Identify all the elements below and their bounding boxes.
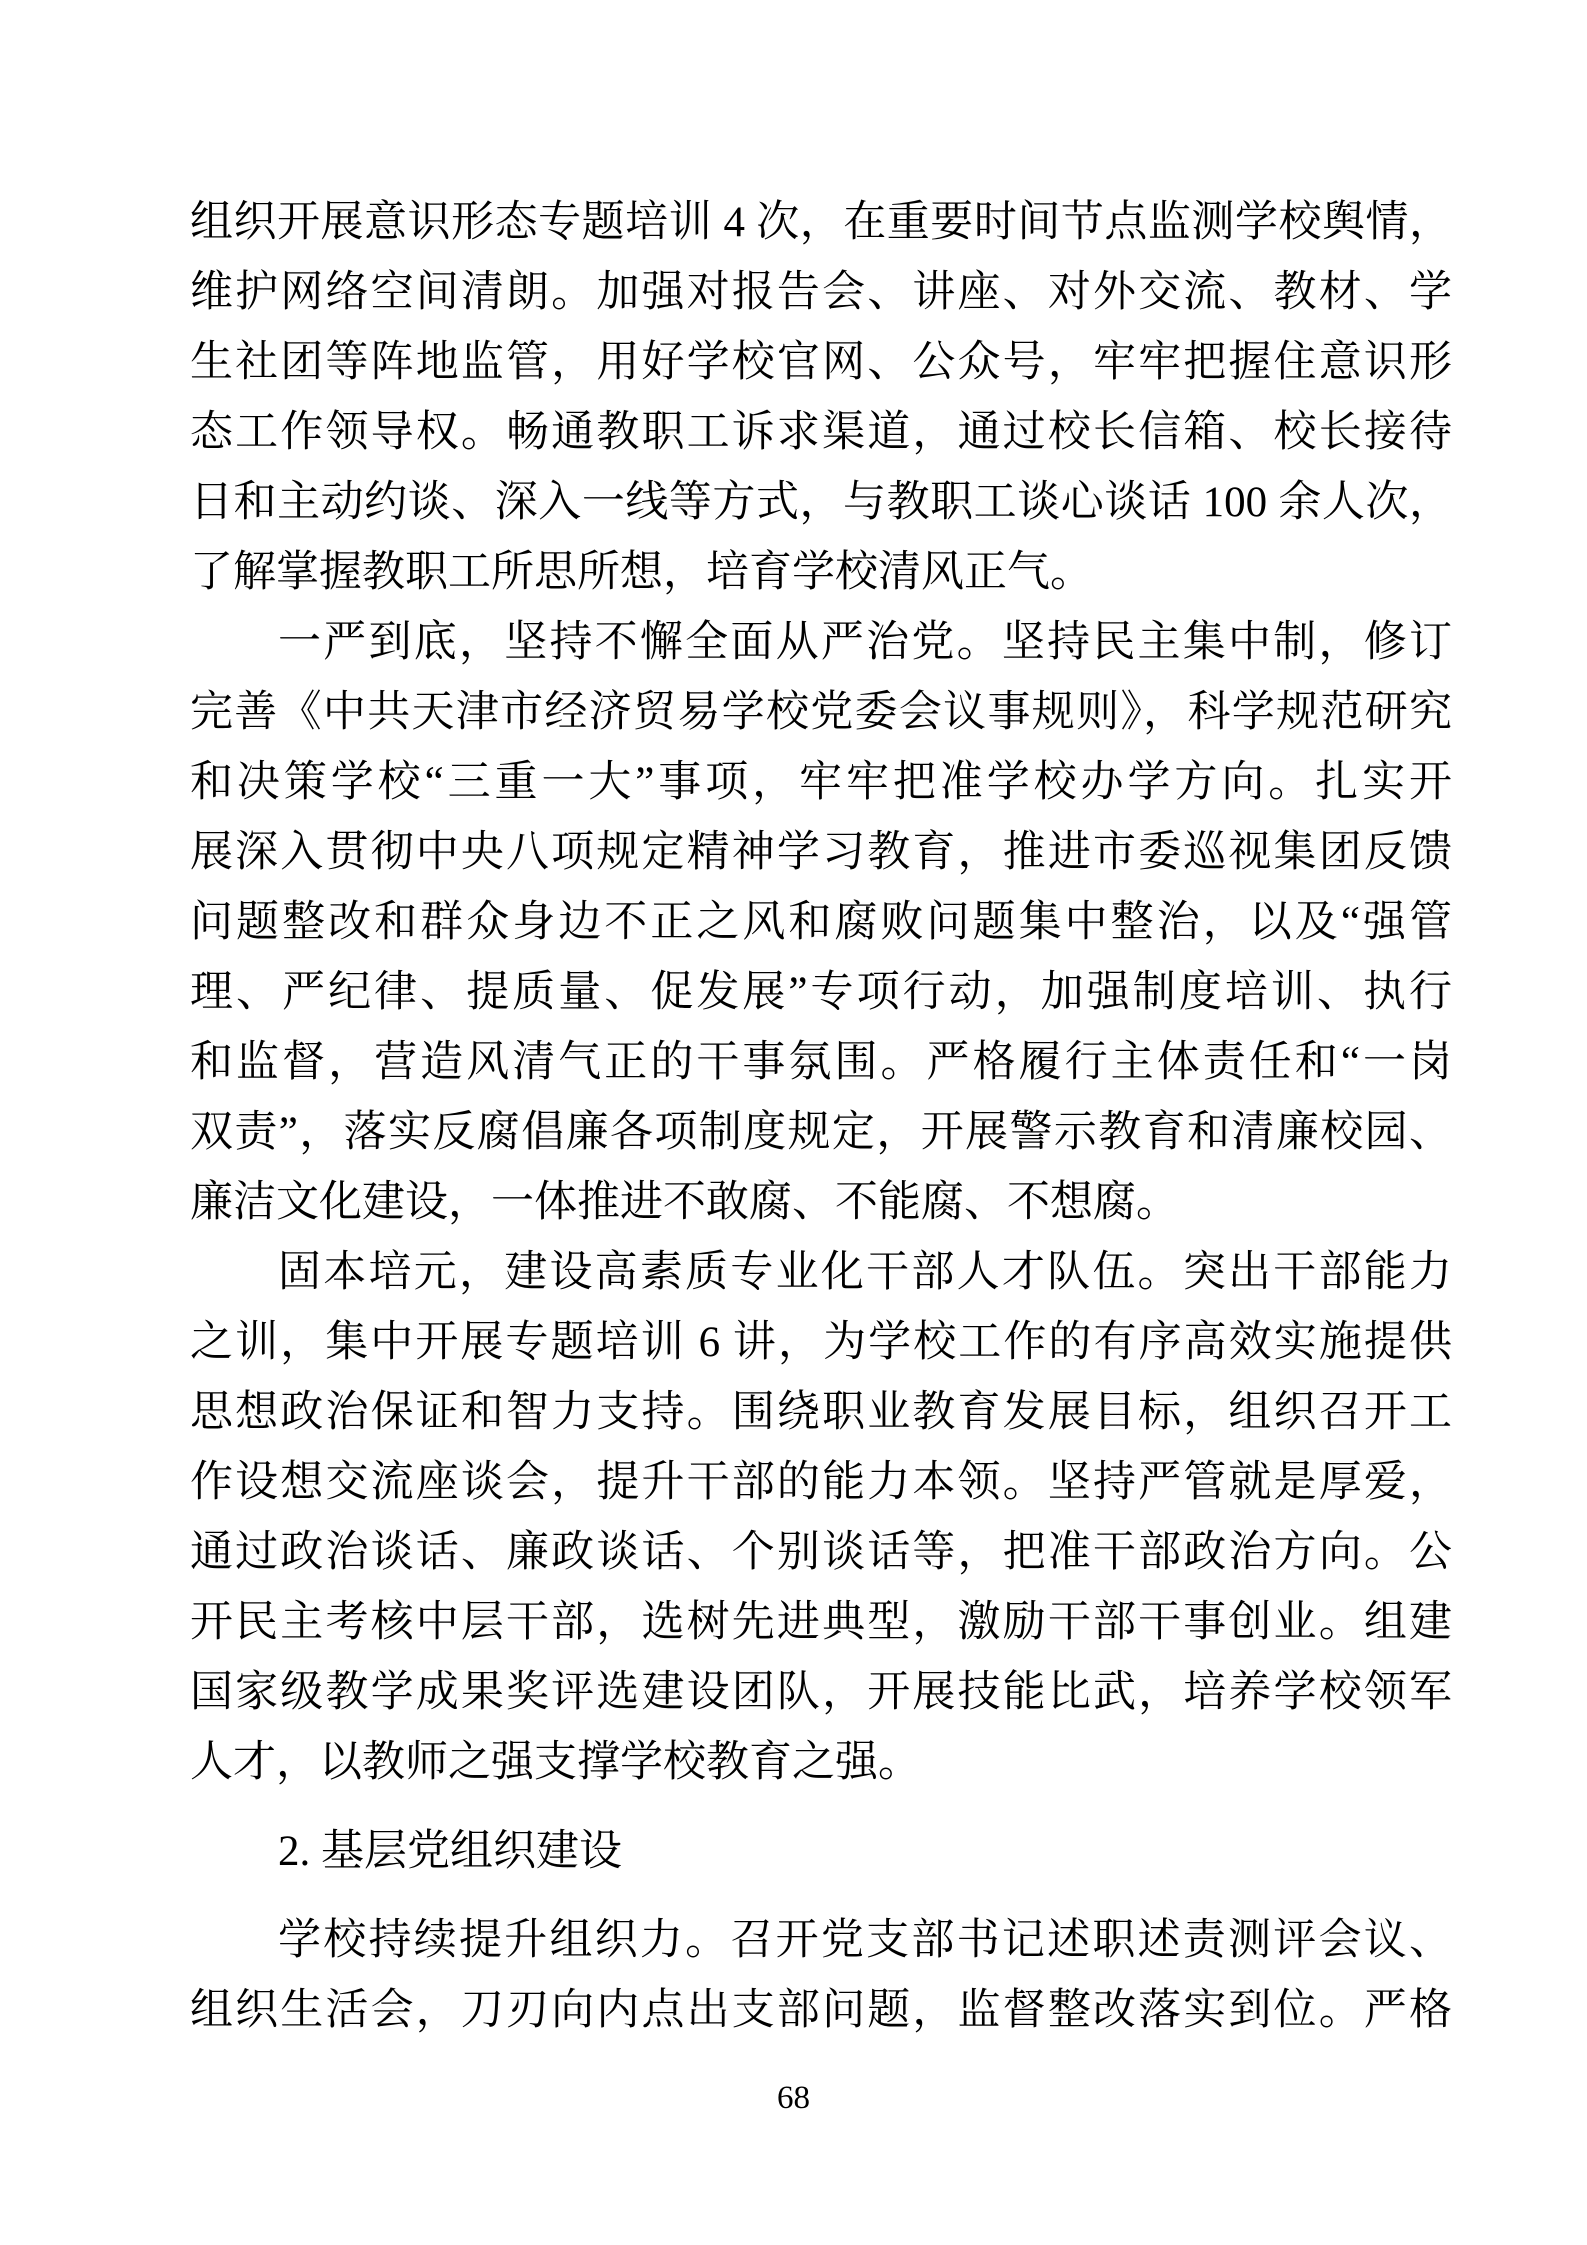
text-line: 廉洁文化建设，一体推进不敢腐、不能腐、不想腐。 bbox=[190, 1179, 1179, 1226]
text-line: 组织生活会，刀刃向内点出支部问题，监督整改落实到位。严格 bbox=[190, 1987, 1452, 2034]
text-line: 人才，以教师之强支撑学校教育之强。 bbox=[190, 1739, 921, 1786]
document-body bbox=[190, 188, 1452, 2046]
text-line: 之训，集中开展专题培训 6 讲，为学校工作的有序高效实施提供 bbox=[190, 1319, 1452, 1366]
text-line: 理、严纪律、提质量、促发展”专项行动，加强制度培训、执行 bbox=[190, 969, 1452, 1016]
text-line: 完善《中共天津市经济贸易学校党委会议事规则》，科学规范研究 bbox=[190, 689, 1452, 736]
text-line: 日和主动约谈、深入一线等方式，与教职工谈心谈话 100 余人次， bbox=[190, 479, 1452, 526]
text-line: 国家级教学成果奖评选建设团队，开展技能比武，培养学校领军 bbox=[190, 1669, 1452, 1716]
text-line: 维护网络空间清朗。加强对报告会、讲座、对外交流、教材、学 bbox=[190, 269, 1452, 316]
text-line: 组织开展意识形态专题培训 4 次，在重要时间节点监测学校舆情， bbox=[190, 199, 1452, 246]
text-line: 问题整改和群众身边不正之风和腐败问题集中整治，以及“强管 bbox=[190, 899, 1452, 946]
text-line: 一严到底，坚持不懈全面从严治党。坚持民主集中制，修订 bbox=[278, 619, 1452, 666]
text-line: 和监督，营造风清气正的干事氛围。严格履行主体责任和“一岗 bbox=[190, 1039, 1452, 1086]
text-line: 态工作领导权。畅通教职工诉求渠道，通过校长信箱、校长接待 bbox=[190, 409, 1452, 456]
text-line: 展深入贯彻中央八项规定精神学习教育，推进市委巡视集团反馈 bbox=[190, 829, 1452, 876]
text-line: 固本培元，建设高素质专业化干部人才队伍。突出干部能力 bbox=[278, 1249, 1452, 1296]
section-heading: 2. 基层党组织建设 bbox=[278, 1828, 622, 1875]
text-line: 通过政治谈话、廉政谈话、个别谈话等，把准干部政治方向。公 bbox=[190, 1529, 1452, 1576]
text-line: 作设想交流座谈会，提升干部的能力本领。坚持严管就是厚爱， bbox=[190, 1459, 1452, 1506]
text-line: 了解掌握教职工所思所想，培育学校清风正气。 bbox=[190, 549, 1093, 596]
page-number: 68 bbox=[777, 2080, 810, 2116]
text-line: 思想政治保证和智力支持。围绕职业教育发展目标，组织召开工 bbox=[190, 1389, 1452, 1436]
text-line: 生社团等阵地监管，用好学校官网、公众号，牢牢把握住意识形 bbox=[190, 339, 1452, 386]
text-line: 学校持续提升组织力。召开党支部书记述职述责测评会议、 bbox=[278, 1917, 1452, 1964]
text-line: 双责”，落实反腐倡廉各项制度规定，开展警示教育和清廉校园、 bbox=[190, 1109, 1452, 1156]
text-line: 开民主考核中层干部，选树先进典型，激励干部干事创业。组建 bbox=[190, 1599, 1452, 1646]
text-line: 和决策学校“三重一大”事项，牢牢把准学校办学方向。扎实开 bbox=[190, 759, 1452, 806]
